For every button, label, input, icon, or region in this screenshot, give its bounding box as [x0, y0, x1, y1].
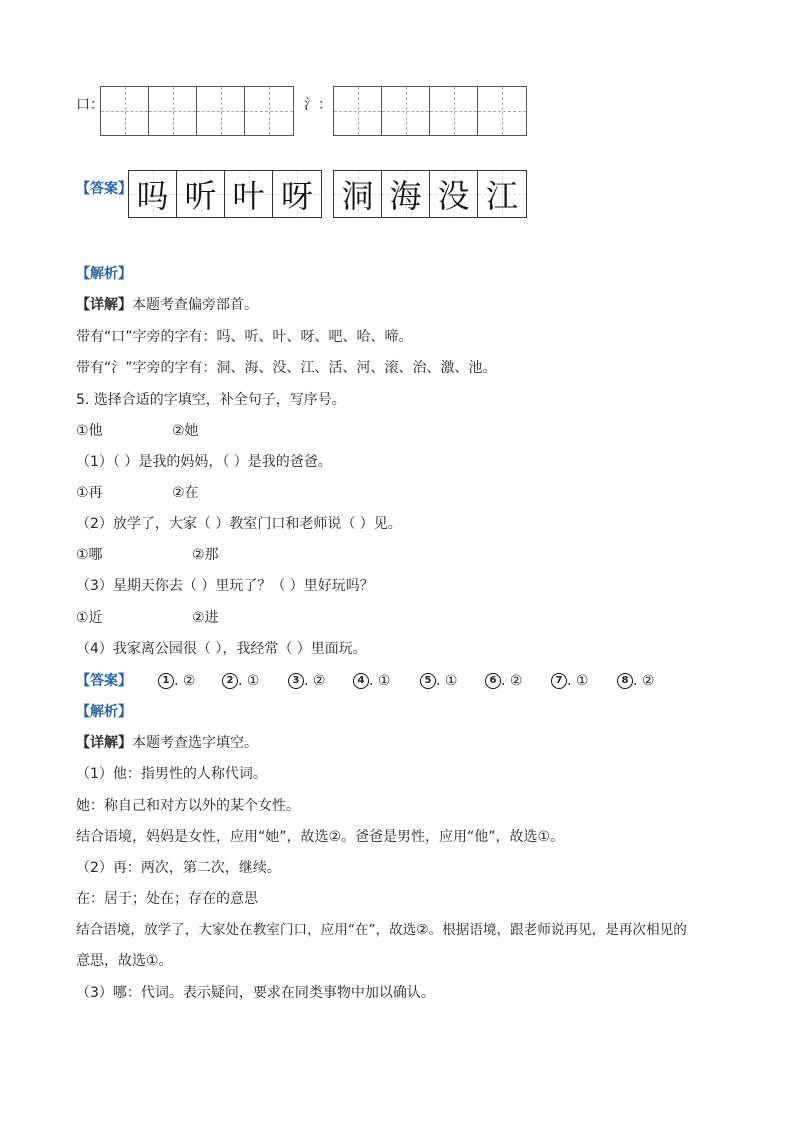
answer-item: 5 . ①: [420, 672, 457, 690]
option-a: ①近: [76, 610, 103, 626]
analysis-line: 结合语境，放学了，大家处在教室门口，应用“在”，故选②。根据语境，跟老师说再见，是再次相见的: [76, 922, 687, 938]
kou-blank-grid: [100, 86, 294, 136]
answer-grid-shui: [333, 170, 527, 218]
detail-text: 本题考查偏旁部首。: [132, 297, 258, 313]
detail-line: [76, 296, 258, 314]
answer-char: 吗: [129, 171, 177, 217]
blank-cell: [197, 87, 245, 135]
shui-label: 氵：: [304, 97, 332, 113]
blank-cell: [478, 87, 526, 135]
analysis-line: 意思，故选①。: [76, 953, 173, 969]
detail-line: [76, 734, 258, 752]
answer-char: 海: [382, 171, 430, 217]
detail-text: 本题考查选字填空。: [132, 735, 258, 751]
option-b: ②在: [172, 485, 199, 501]
question-item: （4）我家离公园很（ ），我经常（ ）里面玩。: [76, 641, 367, 657]
answer-item: 3 . ②: [288, 672, 325, 690]
answer-grid-kou: [128, 170, 322, 218]
analysis-line: （1）他：指男性的人称代词。: [76, 766, 267, 782]
kou-label: 口：: [76, 97, 104, 113]
analysis-line: 带有“氵”字旁的字有：洞、海、没、江、活、河、滚、治、激、池。: [76, 360, 497, 376]
question-title: 5. 选择合适的字填空，补全句子，写序号。: [76, 392, 346, 408]
option-a: ①他: [76, 423, 103, 439]
answer-item: 7 . ①: [551, 672, 588, 690]
answer-item: 2 . ①: [222, 672, 259, 690]
detail-tag: 【详解】: [76, 735, 132, 751]
detail-tag: 【详解】: [76, 297, 132, 313]
blank-cell: [430, 87, 478, 135]
analysis-line: （3）哪：代词。表示疑问，要求在同类事物中加以确认。: [76, 985, 435, 1001]
analysis-line: 结合语境，妈妈是女性，应用“她”，故选②。爸爸是男性，应用“他”，故选①。: [76, 829, 565, 845]
analysis-heading: 【解析】: [76, 266, 132, 282]
option-b: ②那: [192, 547, 219, 563]
answer-char: 叶: [225, 171, 273, 217]
blank-cell: [101, 87, 149, 135]
answer-item: 1 . ②: [158, 672, 195, 690]
question-item: （1）（ ）是我的妈妈，（ ）是我的爸爸。: [76, 454, 332, 470]
question-item: （3）星期天你去（ ）里玩了？（ ）里好玩吗？: [76, 578, 374, 594]
answer-char: 洞: [334, 171, 382, 217]
answer-char: 江: [478, 171, 526, 217]
analysis-line: 带有“口”字旁的字有：吗、听、叶、呀、吧、哈、啼。: [76, 329, 413, 345]
blank-cell: [334, 87, 382, 135]
answer-char: 没: [430, 171, 478, 217]
option-a: ①再: [76, 485, 103, 501]
answer-item: 8 . ②: [617, 672, 654, 690]
analysis-line: 在：居于；处在；存在的意思: [76, 891, 258, 907]
analysis-heading: 【解析】: [76, 704, 132, 720]
answer-char: 呀: [273, 171, 321, 217]
blank-cell: [149, 87, 197, 135]
answer-item: 6 . ②: [485, 672, 522, 690]
analysis-line: 她：称自己和对方以外的某个女性。: [76, 798, 300, 814]
blank-cell: [382, 87, 430, 135]
question-item: （2）放学了，大家（ ）教室门口和老师说（ ）见。: [76, 516, 402, 532]
blank-cell: [245, 87, 293, 135]
analysis-line: （2）再：两次，第二次，继续。: [76, 860, 281, 876]
answer-char: 听: [177, 171, 225, 217]
answer-label: 【答案】: [76, 673, 132, 689]
option-b: ②她: [172, 423, 199, 439]
option-a: ①哪: [76, 547, 103, 563]
answer-item: 4 . ①: [353, 672, 390, 690]
shui-blank-grid: [333, 86, 527, 136]
answer-label: 【答案】: [76, 181, 132, 197]
option-b: ②进: [192, 610, 219, 626]
